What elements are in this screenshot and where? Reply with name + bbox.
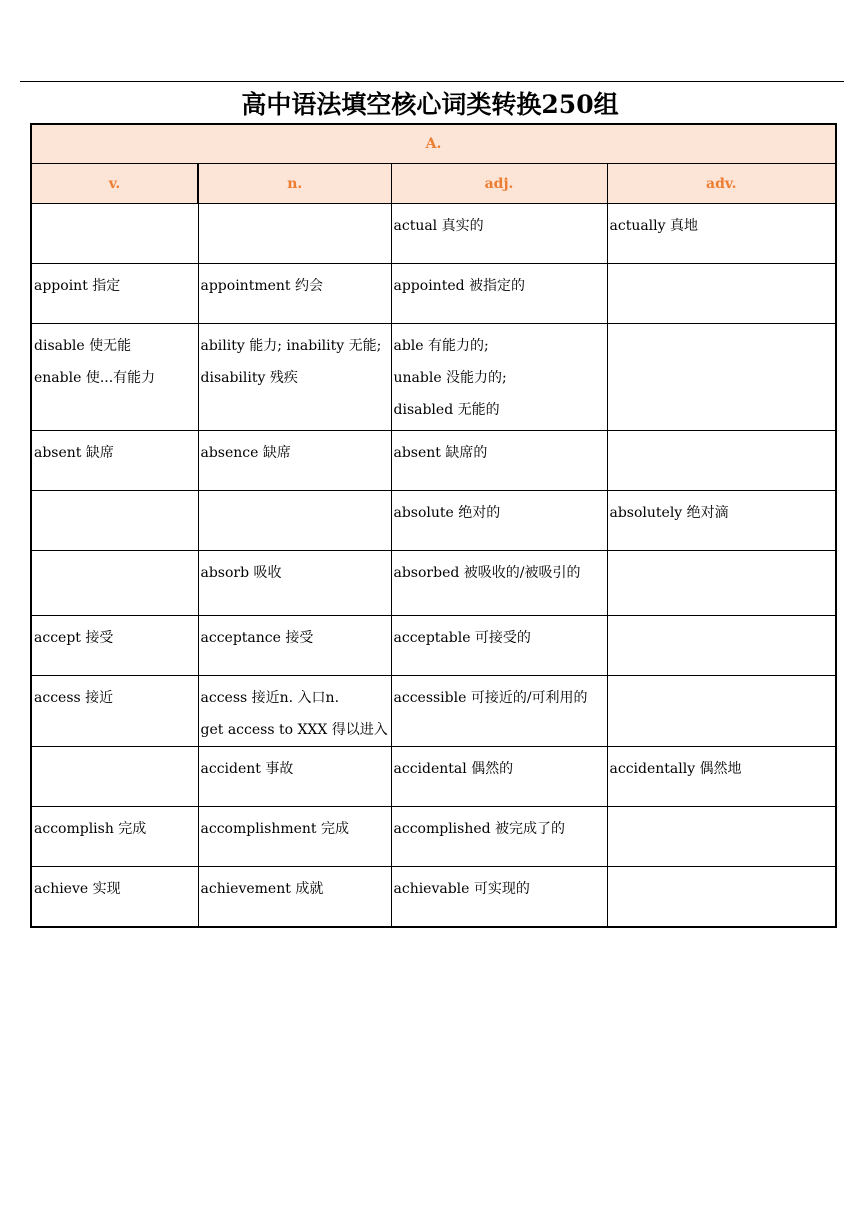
cell-text-line: absolute 绝对的 (393, 505, 501, 521)
cell-text-line: actually 真地 (609, 218, 698, 234)
column-header-adjective: adj. (391, 164, 607, 204)
adverb-cell (607, 491, 836, 551)
adverb-cell (607, 324, 836, 431)
noun-cell (198, 747, 391, 807)
table-row (31, 551, 836, 616)
table-row (31, 807, 836, 867)
table-row (31, 491, 836, 551)
column-header-adverb: adv. (607, 164, 836, 204)
noun-cell (198, 491, 391, 551)
adverb-cell (607, 431, 836, 491)
verb-cell (31, 431, 198, 491)
cell-text-line: disable 使无能 (34, 338, 132, 354)
cell-text-line: access 接近 (34, 690, 114, 706)
cell-text-line: accomplish 完成 (34, 821, 147, 837)
adverb-cell (607, 616, 836, 676)
cell-text-line: achievement 成就 (200, 881, 324, 897)
cell-text-line: enable 使...有能力 (34, 370, 156, 386)
cell-text-line: disability 残疾 (200, 370, 298, 386)
table-row (31, 747, 836, 807)
adjective-cell (391, 551, 607, 616)
cell-text-line: actual 真实的 (393, 218, 484, 234)
adjective-cell (391, 616, 607, 676)
adjective-cell (391, 491, 607, 551)
cell-text-line: accomplishment 完成 (200, 821, 350, 837)
adverb-cell (607, 264, 836, 324)
table-row (31, 324, 836, 431)
noun-cell (198, 324, 391, 431)
verb-cell (31, 551, 198, 616)
table-row (31, 676, 836, 747)
table-row (31, 204, 836, 264)
cell-text-line: accidental 偶然的 (393, 761, 514, 777)
verb-cell (31, 264, 198, 324)
cell-text-line: get access to XXX 得以进入 (200, 722, 388, 738)
cell-text-line: disabled 无能的 (393, 402, 500, 418)
adverb-cell (607, 807, 836, 867)
noun-cell (198, 867, 391, 927)
table-row (31, 867, 836, 927)
adjective-cell (391, 324, 607, 431)
adverb-cell (607, 204, 836, 264)
adverb-cell (607, 551, 836, 616)
noun-cell (198, 807, 391, 867)
cell-text-line: absent 缺席 (34, 445, 114, 461)
adjective-cell (391, 867, 607, 927)
vocabulary-table (30, 123, 837, 928)
noun-cell (198, 551, 391, 616)
cell-text-line: unable 没能力的; (393, 370, 507, 386)
adverb-cell (607, 676, 836, 747)
column-header-noun: n. (198, 164, 391, 204)
cell-text-line: appoint 指定 (34, 278, 121, 294)
verb-cell (31, 676, 198, 747)
cell-text-line: ability 能力; inability 无能; (200, 338, 382, 354)
top-rule (20, 81, 844, 82)
cell-text-line: appointed 被指定的 (393, 278, 526, 294)
cell-text-line: absorb 吸收 (200, 565, 282, 581)
cell-text-line: accessible 可接近的/可利用的 (393, 690, 588, 706)
table-row (31, 264, 836, 324)
adjective-cell (391, 747, 607, 807)
verb-cell (31, 324, 198, 431)
cell-text-line: absolutely 绝对滴 (609, 505, 729, 521)
verb-cell (31, 204, 198, 264)
cell-text-line: absorbed 被吸收的/被吸引的 (393, 565, 581, 581)
cell-text-line: appointment 约会 (200, 278, 323, 294)
adjective-cell (391, 264, 607, 324)
adjective-cell (391, 204, 607, 264)
noun-cell (198, 204, 391, 264)
cell-text-line: achievable 可实现的 (393, 881, 530, 897)
column-header-verb: v. (31, 164, 198, 204)
cell-text-line: acceptable 可接受的 (393, 630, 531, 646)
section-letter-header: A. (31, 124, 836, 164)
document-title: 高中语法填空核心词类转换250组 (241, 90, 619, 119)
adjective-cell (391, 676, 607, 747)
cell-text-line: accident 事故 (200, 761, 294, 777)
cell-text-line: absent 缺席的 (393, 445, 488, 461)
table-body (31, 204, 836, 927)
table-row (31, 431, 836, 491)
cell-text-line: accept 接受 (34, 630, 114, 646)
cell-text-line: acceptance 接受 (200, 630, 314, 646)
noun-cell (198, 616, 391, 676)
noun-cell (198, 431, 391, 491)
verb-cell (31, 807, 198, 867)
verb-cell (31, 491, 198, 551)
adverb-cell (607, 747, 836, 807)
table-row (31, 616, 836, 676)
verb-cell (31, 616, 198, 676)
cell-text-line: absence 缺席 (200, 445, 291, 461)
cell-text-line: access 接近n. 入口n. (200, 690, 340, 706)
adverb-cell (607, 867, 836, 927)
cell-text-line: accomplished 被完成了的 (393, 821, 566, 837)
cell-text-line: accidentally 偶然地 (609, 761, 742, 777)
cell-text-line: achieve 实现 (34, 881, 121, 897)
noun-cell (198, 264, 391, 324)
verb-cell (31, 747, 198, 807)
adjective-cell (391, 807, 607, 867)
adjective-cell (391, 431, 607, 491)
cell-text-line: able 有能力的; (393, 338, 489, 354)
verb-cell (31, 867, 198, 927)
noun-cell (198, 676, 391, 747)
